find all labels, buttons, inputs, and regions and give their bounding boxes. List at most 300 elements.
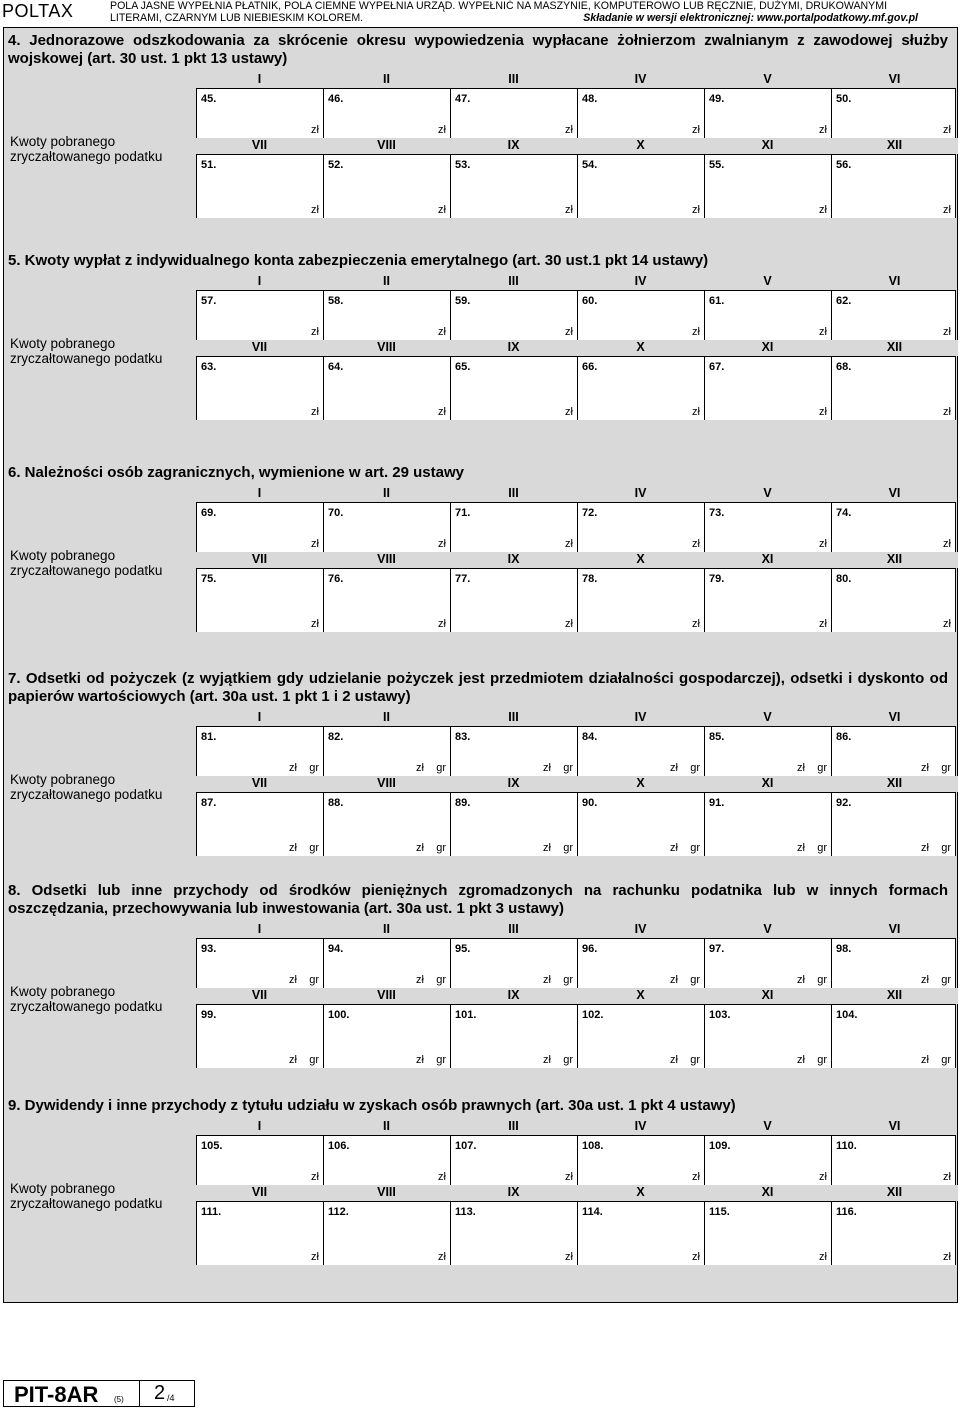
month-header: XII	[831, 340, 958, 356]
zloty-unit: zł	[438, 406, 446, 418]
amount-field[interactable]	[196, 88, 323, 138]
grosz-unit: gr	[436, 762, 446, 774]
amount-field[interactable]	[831, 290, 956, 340]
field-number: 62.	[836, 295, 852, 307]
zloty-unit: zł	[311, 124, 319, 136]
field-number: 104.	[836, 1009, 858, 1021]
tax-amount-label	[10, 336, 180, 366]
page-number: 2	[154, 1382, 166, 1404]
field-number: 87.	[201, 797, 217, 809]
field-number: 88.	[328, 797, 344, 809]
form-version: (5)	[114, 1395, 124, 1404]
month-header: VI	[888, 1119, 901, 1133]
amount-field[interactable]	[323, 88, 450, 138]
amount-field[interactable]	[831, 726, 956, 776]
field-number: 61.	[709, 295, 725, 307]
month-header: IV	[634, 486, 647, 500]
month-header: I	[257, 274, 262, 288]
month-header: IV	[634, 922, 647, 936]
month-header: X	[577, 138, 704, 154]
amount-field[interactable]	[323, 290, 450, 340]
zloty-unit: zł	[438, 538, 446, 550]
grosz-unit: gr	[563, 1054, 573, 1066]
month-header: VI	[888, 72, 901, 86]
amount-field[interactable]	[704, 1201, 831, 1265]
field-number: 107.	[455, 1140, 477, 1152]
amount-field[interactable]	[704, 290, 831, 340]
grosz-unit: gr	[941, 1054, 951, 1066]
tax-amount-label-line2: zryczałtowanego podatku	[10, 563, 163, 578]
field-number: 106.	[328, 1140, 350, 1152]
month-header: VII	[196, 340, 323, 356]
grosz-unit: gr	[309, 842, 319, 854]
field-number: 55.	[709, 159, 725, 171]
zloty-unit: zł	[670, 974, 678, 986]
zloty-unit: zł	[438, 1171, 446, 1183]
field-number: 80.	[836, 573, 852, 585]
zloty-unit: zł	[797, 974, 805, 986]
field-number: 70.	[328, 507, 344, 519]
tax-amount-label-line2: zryczałtowanego podatku	[10, 149, 163, 164]
month-header: VII	[196, 552, 323, 568]
grosz-unit: gr	[309, 974, 319, 986]
month-header: VIII	[323, 776, 450, 792]
zloty-unit: zł	[565, 1171, 573, 1183]
amount-field[interactable]	[831, 88, 956, 138]
field-number: 73.	[709, 507, 725, 519]
zloty-unit: zł	[943, 1251, 951, 1263]
zloty-unit: zł	[943, 538, 951, 550]
zloty-unit: zł	[921, 1054, 929, 1066]
amount-field[interactable]	[196, 290, 323, 340]
field-number: 65.	[455, 361, 471, 373]
month-header: II	[383, 274, 390, 288]
page-total: /4	[167, 1393, 175, 1403]
month-header: XI	[704, 138, 831, 154]
section-title: 5. Kwoty wypłat z indywidualnego konta zabezpieczenia emerytalnego (art. 30 ust.1 pkt 14 ustawy)	[8, 252, 709, 269]
month-header: I	[257, 1119, 262, 1133]
field-number: 95.	[455, 943, 471, 955]
amount-field[interactable]	[704, 502, 831, 552]
month-header: XII	[831, 988, 958, 1004]
field-number: 78.	[582, 573, 598, 585]
zloty-unit: zł	[692, 618, 700, 630]
amount-field[interactable]	[450, 726, 577, 776]
zloty-unit: zł	[819, 406, 827, 418]
month-header: I	[257, 486, 262, 500]
amount-field[interactable]	[831, 502, 956, 552]
month-header: IX	[450, 138, 577, 154]
month-header: IX	[450, 340, 577, 356]
month-header: XI	[704, 552, 831, 568]
field-number: 115.	[709, 1206, 730, 1218]
field-number: 114.	[582, 1206, 603, 1218]
month-header: VII	[196, 776, 323, 792]
amount-field[interactable]	[323, 568, 450, 632]
amount-field[interactable]	[831, 568, 956, 632]
month-header: II	[383, 1119, 390, 1133]
zloty-unit: zł	[438, 124, 446, 136]
field-number: 94.	[328, 943, 344, 955]
amount-field[interactable]	[450, 1135, 577, 1185]
zloty-unit: zł	[819, 124, 827, 136]
zloty-unit: zł	[543, 1054, 551, 1066]
zloty-unit: zł	[921, 842, 929, 854]
grosz-unit: gr	[690, 1054, 700, 1066]
month-header: II	[383, 72, 390, 86]
field-number: 75.	[201, 573, 217, 585]
field-number: 79.	[709, 573, 725, 585]
month-header: VII	[196, 1185, 323, 1201]
poltax-logo: POLTAX	[2, 1, 74, 21]
amount-field[interactable]	[323, 792, 450, 856]
field-number: 53.	[455, 159, 471, 171]
field-number: 48.	[582, 93, 598, 105]
page-header	[0, 0, 960, 26]
amount-field[interactable]	[196, 568, 323, 632]
month-header: VI	[888, 274, 901, 288]
field-number: 51.	[201, 159, 217, 171]
amount-field[interactable]	[450, 568, 577, 632]
field-number: 83.	[455, 731, 471, 743]
field-number: 85.	[709, 731, 725, 743]
amount-field[interactable]	[704, 568, 831, 632]
tax-amount-label-line2: zryczałtowanego podatku	[10, 999, 163, 1014]
section-title: 6. Należności osób zagranicznych, wymienione w art. 29 ustawy	[8, 464, 464, 481]
zloty-unit: zł	[311, 406, 319, 418]
zloty-unit: zł	[943, 204, 951, 216]
field-number: 67.	[709, 361, 725, 373]
amount-field[interactable]	[196, 792, 323, 856]
field-number: 90.	[582, 797, 598, 809]
amount-field[interactable]	[704, 1004, 831, 1068]
amount-field[interactable]	[450, 502, 577, 552]
field-number: 103.	[709, 1009, 731, 1021]
tax-amount-label-line1: Kwoty pobranego	[10, 336, 116, 351]
amount-field[interactable]	[577, 1201, 704, 1265]
grosz-unit: gr	[436, 1054, 446, 1066]
grosz-unit: gr	[436, 974, 446, 986]
amount-field[interactable]	[450, 938, 577, 988]
zloty-unit: zł	[943, 124, 951, 136]
field-number: 111.	[201, 1206, 222, 1218]
month-header: VII	[196, 138, 323, 154]
zloty-unit: zł	[438, 326, 446, 338]
month-header: XII	[831, 552, 958, 568]
amount-field[interactable]	[577, 88, 704, 138]
tax-amount-label-line2: zryczałtowanego podatku	[10, 787, 163, 802]
month-header: IX	[450, 776, 577, 792]
amount-field[interactable]	[196, 154, 323, 218]
zloty-unit: zł	[692, 204, 700, 216]
field-number: 74.	[836, 507, 852, 519]
month-header: VIII	[323, 1185, 450, 1201]
instructions-line-1: POLA JASNE WYPEŁNIA PŁATNIK, POLA CIEMNE WYPEŁNIA URZĄD. WYPEŁNIĆ NA MASZYNIE, KOMPUTEROWO LUB RĘCZNIE, DUŻYMI, DRUKOWANYMI	[110, 0, 888, 12]
tax-amount-label	[10, 134, 180, 164]
month-header: III	[508, 274, 519, 288]
amount-field[interactable]	[196, 356, 323, 420]
field-number: 76.	[328, 573, 344, 585]
field-number: 69.	[201, 507, 217, 519]
month-header: II	[383, 486, 390, 500]
tax-amount-label-line1: Kwoty pobranego	[10, 772, 116, 787]
amount-field[interactable]	[831, 154, 956, 218]
field-number: 47.	[455, 93, 471, 105]
month-header: VII	[196, 988, 323, 1004]
amount-field[interactable]	[450, 88, 577, 138]
month-header: V	[763, 72, 772, 86]
field-number: 54.	[582, 159, 598, 171]
zloty-unit: zł	[819, 1251, 827, 1263]
section-title: 9. Dywidendy i inne przychody z tytułu udziału w zyskach osób prawnych (art. 30a ust. 1 pkt 4 ustawy)	[8, 1097, 736, 1114]
zloty-unit: zł	[289, 842, 297, 854]
zloty-unit: zł	[692, 124, 700, 136]
month-header: XI	[704, 776, 831, 792]
grosz-unit: gr	[690, 842, 700, 854]
amount-field[interactable]	[323, 154, 450, 218]
amount-field[interactable]	[450, 290, 577, 340]
section-title: 8. Odsetki lub inne przychody od środków pieniężnych zgromadzonych na rachunku podatnika lub w innych formach oszczędzania, przechowywania lub inwestowania (art. 30a ust. 1 pkt 3 ustawy)	[8, 882, 948, 917]
month-header: VI	[888, 710, 901, 724]
grosz-unit: gr	[436, 842, 446, 854]
zloty-unit: zł	[797, 842, 805, 854]
tax-amount-label	[10, 772, 180, 802]
amount-field[interactable]	[577, 1135, 704, 1185]
field-number: 112.	[328, 1206, 349, 1218]
tax-amount-label-line1: Kwoty pobranego	[10, 984, 116, 999]
amount-field[interactable]	[196, 502, 323, 552]
amount-field[interactable]	[450, 792, 577, 856]
month-header: III	[508, 710, 519, 724]
month-header: IV	[634, 1119, 647, 1133]
zloty-unit: zł	[692, 1251, 700, 1263]
amount-field[interactable]	[704, 154, 831, 218]
grosz-unit: gr	[817, 762, 827, 774]
field-number: 45.	[201, 93, 217, 105]
tax-amount-label	[10, 548, 180, 578]
amount-field[interactable]	[577, 568, 704, 632]
field-number: 49.	[709, 93, 725, 105]
amount-field[interactable]	[196, 1004, 323, 1068]
month-header: I	[257, 922, 262, 936]
field-number: 63.	[201, 361, 217, 373]
grosz-unit: gr	[690, 974, 700, 986]
amount-field[interactable]	[704, 792, 831, 856]
amount-field[interactable]	[323, 502, 450, 552]
grosz-unit: gr	[563, 974, 573, 986]
zloty-unit: zł	[543, 842, 551, 854]
zloty-unit: zł	[416, 842, 424, 854]
field-number: 46.	[328, 93, 344, 105]
amount-field[interactable]	[196, 1135, 323, 1185]
field-number: 57.	[201, 295, 217, 307]
zloty-unit: zł	[565, 406, 573, 418]
zloty-unit: zł	[311, 1251, 319, 1263]
amount-field[interactable]	[577, 938, 704, 988]
grosz-unit: gr	[309, 1054, 319, 1066]
zloty-unit: zł	[438, 618, 446, 630]
month-header: III	[508, 72, 519, 86]
field-number: 59.	[455, 295, 471, 307]
grosz-unit: gr	[941, 974, 951, 986]
month-header: XII	[831, 1185, 958, 1201]
field-number: 72.	[582, 507, 598, 519]
field-number: 58.	[328, 295, 344, 307]
month-header: IV	[634, 710, 647, 724]
month-header: II	[383, 922, 390, 936]
electronic-submission-note: Składanie w wersji elektronicznej: www.portalpodatkowy.mf.gov.pl	[583, 12, 918, 24]
month-header: IX	[450, 1185, 577, 1201]
zloty-unit: zł	[670, 1054, 678, 1066]
amount-field[interactable]	[323, 938, 450, 988]
section-title: 7. Odsetki od pożyczek (z wyjątkiem gdy udzielanie pożyczek jest przedmiotem działalności gospodarczej), odsetki i dyskonto od papierów wartościowych (art. 30a ust. 1 pkt 1 i 2 ustawy)	[8, 670, 948, 705]
field-number: 82.	[328, 731, 344, 743]
amount-field[interactable]	[704, 726, 831, 776]
month-header: V	[763, 1119, 772, 1133]
amount-field[interactable]	[577, 792, 704, 856]
instructions-line-2: LITERAMI, CZARNYM LUB NIEBIESKIM KOLOREM.	[110, 12, 364, 24]
amount-field[interactable]	[450, 154, 577, 218]
field-number: 92.	[836, 797, 852, 809]
month-header: XII	[831, 138, 958, 154]
amount-field[interactable]	[323, 356, 450, 420]
month-header: X	[577, 552, 704, 568]
field-number: 52.	[328, 159, 344, 171]
zloty-unit: zł	[565, 1251, 573, 1263]
amount-field[interactable]	[704, 938, 831, 988]
zloty-unit: zł	[943, 326, 951, 338]
amount-field[interactable]	[450, 1004, 577, 1068]
tax-amount-label	[10, 984, 180, 1014]
field-number: 84.	[582, 731, 598, 743]
month-header: V	[763, 274, 772, 288]
zloty-unit: zł	[438, 204, 446, 216]
amount-field[interactable]	[704, 88, 831, 138]
amount-field[interactable]	[831, 938, 956, 988]
zloty-unit: zł	[289, 762, 297, 774]
field-number: 68.	[836, 361, 852, 373]
month-header: V	[763, 486, 772, 500]
amount-field[interactable]	[196, 1201, 323, 1265]
zloty-unit: zł	[565, 204, 573, 216]
month-header: XII	[831, 776, 958, 792]
zloty-unit: zł	[543, 762, 551, 774]
zloty-unit: zł	[565, 618, 573, 630]
zloty-unit: zł	[670, 762, 678, 774]
zloty-unit: zł	[543, 974, 551, 986]
tax-amount-label-line1: Kwoty pobranego	[10, 548, 116, 563]
grosz-unit: gr	[817, 1054, 827, 1066]
tax-amount-label-line1: Kwoty pobranego	[10, 134, 116, 149]
field-number: 89.	[455, 797, 471, 809]
grosz-unit: gr	[817, 842, 827, 854]
zloty-unit: zł	[311, 326, 319, 338]
month-header: III	[508, 922, 519, 936]
field-number: 50.	[836, 93, 852, 105]
grosz-unit: gr	[817, 974, 827, 986]
amount-field[interactable]	[831, 1135, 956, 1185]
amount-field[interactable]	[577, 290, 704, 340]
month-header: III	[508, 486, 519, 500]
zloty-unit: zł	[797, 1054, 805, 1066]
amount-field[interactable]	[196, 938, 323, 988]
month-header: IX	[450, 552, 577, 568]
zloty-unit: zł	[416, 974, 424, 986]
amount-field[interactable]	[450, 1201, 577, 1265]
field-number: 99.	[201, 1009, 217, 1021]
zloty-unit: zł	[692, 538, 700, 550]
month-header: III	[508, 1119, 519, 1133]
grosz-unit: gr	[563, 762, 573, 774]
month-header: IV	[634, 274, 647, 288]
tax-amount-label-line2: zryczałtowanego podatku	[10, 1196, 163, 1211]
field-number: 60.	[582, 295, 598, 307]
zloty-unit: zł	[819, 326, 827, 338]
tax-amount-label-line1: Kwoty pobranego	[10, 1181, 116, 1196]
field-number: 110.	[836, 1140, 857, 1152]
footer-divider	[139, 1381, 140, 1406]
amount-field[interactable]	[577, 1004, 704, 1068]
field-number: 116.	[836, 1206, 857, 1218]
zloty-unit: zł	[797, 762, 805, 774]
zloty-unit: zł	[289, 974, 297, 986]
field-number: 105.	[201, 1140, 223, 1152]
amount-field[interactable]	[450, 356, 577, 420]
month-header: VI	[888, 486, 901, 500]
field-number: 98.	[836, 943, 852, 955]
month-header: XI	[704, 340, 831, 356]
amount-field[interactable]	[577, 154, 704, 218]
grosz-unit: gr	[563, 842, 573, 854]
zloty-unit: zł	[311, 538, 319, 550]
amount-field[interactable]	[831, 1004, 956, 1068]
field-number: 71.	[455, 507, 471, 519]
amount-field[interactable]	[704, 1135, 831, 1185]
month-header: I	[257, 72, 262, 86]
month-header: VIII	[323, 138, 450, 154]
amount-field[interactable]	[577, 726, 704, 776]
amount-field[interactable]	[831, 1201, 956, 1265]
month-header: X	[577, 1185, 704, 1201]
zloty-unit: zł	[692, 326, 700, 338]
month-header: V	[763, 710, 772, 724]
amount-field[interactable]	[323, 726, 450, 776]
field-number: 100.	[328, 1009, 350, 1021]
field-number: 64.	[328, 361, 344, 373]
amount-field[interactable]	[831, 356, 956, 420]
amount-field[interactable]	[196, 726, 323, 776]
amount-field[interactable]	[577, 356, 704, 420]
zloty-unit: zł	[416, 762, 424, 774]
field-number: 101.	[455, 1009, 477, 1021]
amount-field[interactable]	[323, 1135, 450, 1185]
form-footer	[3, 1380, 195, 1407]
amount-field[interactable]	[577, 502, 704, 552]
amount-field[interactable]	[323, 1004, 450, 1068]
zloty-unit: zł	[819, 538, 827, 550]
zloty-unit: zł	[565, 326, 573, 338]
field-number: 81.	[201, 731, 217, 743]
zloty-unit: zł	[943, 618, 951, 630]
month-header: VIII	[323, 988, 450, 1004]
grosz-unit: gr	[690, 762, 700, 774]
amount-field[interactable]	[704, 356, 831, 420]
amount-field[interactable]	[831, 792, 956, 856]
month-header: V	[763, 922, 772, 936]
amount-field[interactable]	[323, 1201, 450, 1265]
zloty-unit: zł	[311, 618, 319, 630]
section-title: 4. Jednorazowe odszkodowania za skrócenie okresu wypowiedzenia wypłacane żołnierzom zwalnianym z zawodowej służby wojskowej (art. 30 ust. 1 pkt 13 ustawy)	[8, 32, 948, 67]
